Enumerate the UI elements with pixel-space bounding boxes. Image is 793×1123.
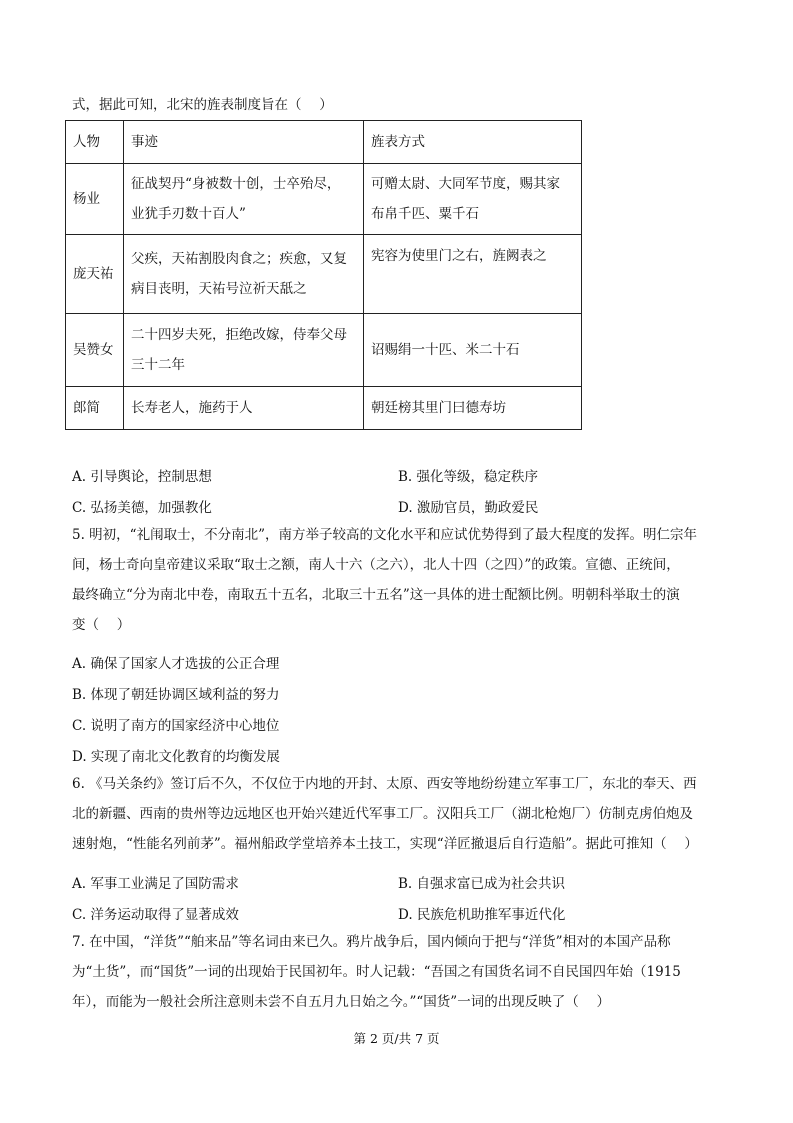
question-4-intro: 式，据此可知，北宋的旌表制度旨在（ ）	[72, 97, 333, 113]
q4-option-c[interactable]: C. 弘扬美德，加强教化	[72, 500, 212, 516]
deeds-cell	[124, 314, 364, 387]
person-cell: 郎简	[66, 387, 124, 430]
honor-cell	[364, 387, 582, 430]
stem-line: 变（ ）	[72, 617, 131, 633]
deeds-line: 三十二年	[131, 357, 185, 373]
table-row	[66, 314, 582, 387]
stem-line: 6. 《马关条约》签订后不久，不仅位于内地的开封、太原、西安等地纷纷建立军事工厂，东北的奉天、西	[72, 776, 697, 792]
deeds-cell	[124, 164, 364, 235]
honor-cell	[364, 235, 582, 314]
q6-option-a[interactable]: A. 军事工业满足了国防需求	[72, 876, 239, 892]
table-header-row	[66, 121, 582, 164]
q5-option-b[interactable]: B. 体现了朝廷协调区域利益的努力	[72, 687, 280, 703]
honor-cell	[364, 314, 582, 387]
table-row	[66, 164, 582, 235]
question-5-stem	[72, 520, 732, 640]
honor-line: 可赠太尉、大同军节度，赐其家	[371, 176, 560, 192]
q5-option-a[interactable]: A. 确保了国家人才选拔的公正合理	[72, 656, 280, 672]
stem-line: 5. 明初，“礼闱取士，不分南北”，南方举子较高的文化水平和应试优势得到了最大程度的发挥。明仁宗年	[72, 527, 697, 543]
header-cell-honor: 旌表方式	[364, 121, 582, 164]
deeds-line: 父疾，天祐割股肉食之；疾愈，又复	[131, 251, 347, 267]
question-7-stem	[72, 927, 732, 1017]
header-cell-deeds: 事迹	[124, 121, 364, 164]
q4-option-a[interactable]: A. 引导舆论，控制思想	[72, 469, 212, 485]
deeds-line: 业犹手刃数十百人”	[131, 206, 246, 222]
stem-line: 间，杨士奇向皇帝建议采取“取士之额，南人十六（之六），北人十四（之四）”的政策。宣德、正统间，	[72, 557, 680, 573]
q6-option-d[interactable]: D. 民族危机助推军事近代化	[398, 907, 566, 923]
table-row	[66, 387, 582, 430]
person-cell: 吴赞女	[66, 314, 124, 387]
deeds-line: 长寿老人，施药于人	[131, 400, 253, 416]
deeds-cell	[124, 235, 364, 314]
person-cell: 杨业	[66, 164, 124, 235]
stem-line: 7. 在中国，“洋货”“舶来品”等名词由来已久。鸦片战争后，国内倾向于把与“洋货”相对的本国产品称	[72, 934, 671, 950]
deeds-line: 病目丧明，天祐号泣祈天舐之	[131, 281, 307, 297]
deeds-line: 二十四岁夫死，拒绝改嫁，侍奉父母	[131, 327, 347, 343]
deeds-cell	[124, 387, 364, 430]
table-row	[66, 235, 582, 314]
q5-option-c[interactable]: C. 说明了南方的国家经济中心地位	[72, 718, 280, 734]
stem-line: 速射炮，“性能名列前茅”。福州船政学堂培养本土技工，实现“洋匠撤退后自行造船”。据此可推知（ ）	[72, 836, 698, 852]
stem-line: 北的新疆、西南的贵州等边远地区也开始兴建近代军事工厂。汉阳兵工厂（湖北枪炮厂）仿制克虏伯炮及	[72, 806, 693, 822]
header-cell-person: 人物	[66, 121, 124, 164]
honor-line: 诏赐绢一十匹、米二十石	[371, 342, 520, 358]
honor-cell	[364, 164, 582, 235]
q4-option-b[interactable]: B. 强化等级，稳定秩序	[398, 469, 539, 485]
honor-table	[65, 120, 582, 430]
person-cell: 庞天祐	[66, 235, 124, 314]
q6-option-b[interactable]: B. 自强求富已成为社会共识	[398, 876, 566, 892]
honor-line: 朝廷榜其里门曰德寿坊	[371, 400, 506, 416]
stem-line: 为“土货”，而“国货”一词的出现始于民国初年。时人记载：“吾国之有国货名词不自民国四年始（1915	[72, 964, 681, 980]
deeds-line: 征战契丹“身被数十创，士卒殆尽，	[131, 176, 341, 192]
honor-line: 布帛千匹、粟千石	[371, 206, 479, 222]
stem-line: 最终确立“分为南北中卷，南取五十五名，北取三十五名”这一具体的进士配额比例。明朝科举取士的演	[72, 587, 680, 603]
question-6-stem	[72, 769, 732, 859]
honor-line: 宪容为使里门之右，旌阙表之	[371, 248, 547, 264]
q6-option-c[interactable]: C. 洋务运动取得了显著成效	[72, 907, 239, 923]
q5-option-d[interactable]: D. 实现了南北文化教育的均衡发展	[72, 749, 280, 765]
stem-line: 年），而能为一般社会所注意则未尝不自五月九日始之今。”“国货”一词的出现反映了（ ）	[72, 994, 610, 1010]
page-number-footer: 第 2 页/共 7 页	[353, 1031, 440, 1046]
q4-option-d[interactable]: D. 激励官员，勤政爱民	[398, 500, 539, 516]
